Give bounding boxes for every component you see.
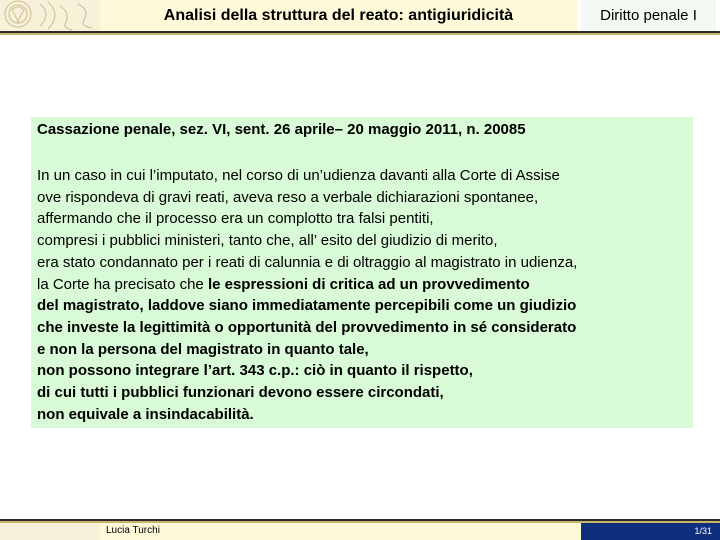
bold-text-line: di cui tutti i pubblici funzionari devono essere circondati, — [37, 384, 444, 402]
author-name: Lucia Turchi — [106, 525, 160, 536]
bold-text-line: e non la persona del magistrato in quanto tale, — [37, 340, 369, 358]
case-summary-box — [31, 117, 693, 428]
text-line: ove rispondeva di gravi reati, aveva reso a verbale dichiarazioni spontanee, — [37, 188, 539, 206]
text-line-mixed — [37, 274, 689, 296]
text-bold-part: le espressioni di critica ad un provvedimento — [207, 275, 530, 293]
text-normal-part: la Corte ha precisato che — [37, 275, 208, 293]
course-box — [581, 0, 716, 31]
page-number: 1/31 — [694, 526, 712, 536]
bold-text-line: che investe la legittimità o opportunità del provvedimento in sé considerato — [37, 318, 577, 336]
bold-text-line: non equivale a insindacabilità. — [37, 405, 254, 423]
header-accent-rule — [0, 33, 720, 35]
text-line: era stato condannato per i reati di calunnia e di oltraggio al magistrato in udienza, — [37, 253, 578, 271]
text-line: compresi i pubblici ministeri, tanto che, all’ esito del giudizio di merito, — [37, 232, 498, 250]
text-line: affermando che il processo era un complotto tra falsi pentiti, — [37, 210, 434, 228]
case-citation: Cassazione penale, sez. VI, sent. 26 aprile– 20 maggio 2011, n. 20085 — [37, 121, 526, 138]
footer-page-area — [581, 523, 720, 540]
bold-text-line: del magistrato, laddove siano immediatamente percepibili come un giudizio — [37, 297, 577, 315]
course-label: Diritto penale I — [600, 7, 697, 24]
footer-author-area — [100, 523, 581, 540]
slide-title: Analisi della struttura del reato: antigiuridicità — [163, 6, 514, 24]
university-logo — [0, 0, 100, 31]
text-line: In un caso in cui l’imputato, nel corso di un’udienza davanti alla Corte di Assise — [37, 167, 560, 184]
title-bar — [100, 0, 577, 31]
university-seal-icon — [0, 0, 100, 31]
footer-logo-area — [0, 523, 100, 540]
case-text — [37, 165, 689, 425]
bold-text-line: non possono integrare l’art. 343 c.p.: ciò in quanto il rispetto, — [37, 362, 473, 380]
